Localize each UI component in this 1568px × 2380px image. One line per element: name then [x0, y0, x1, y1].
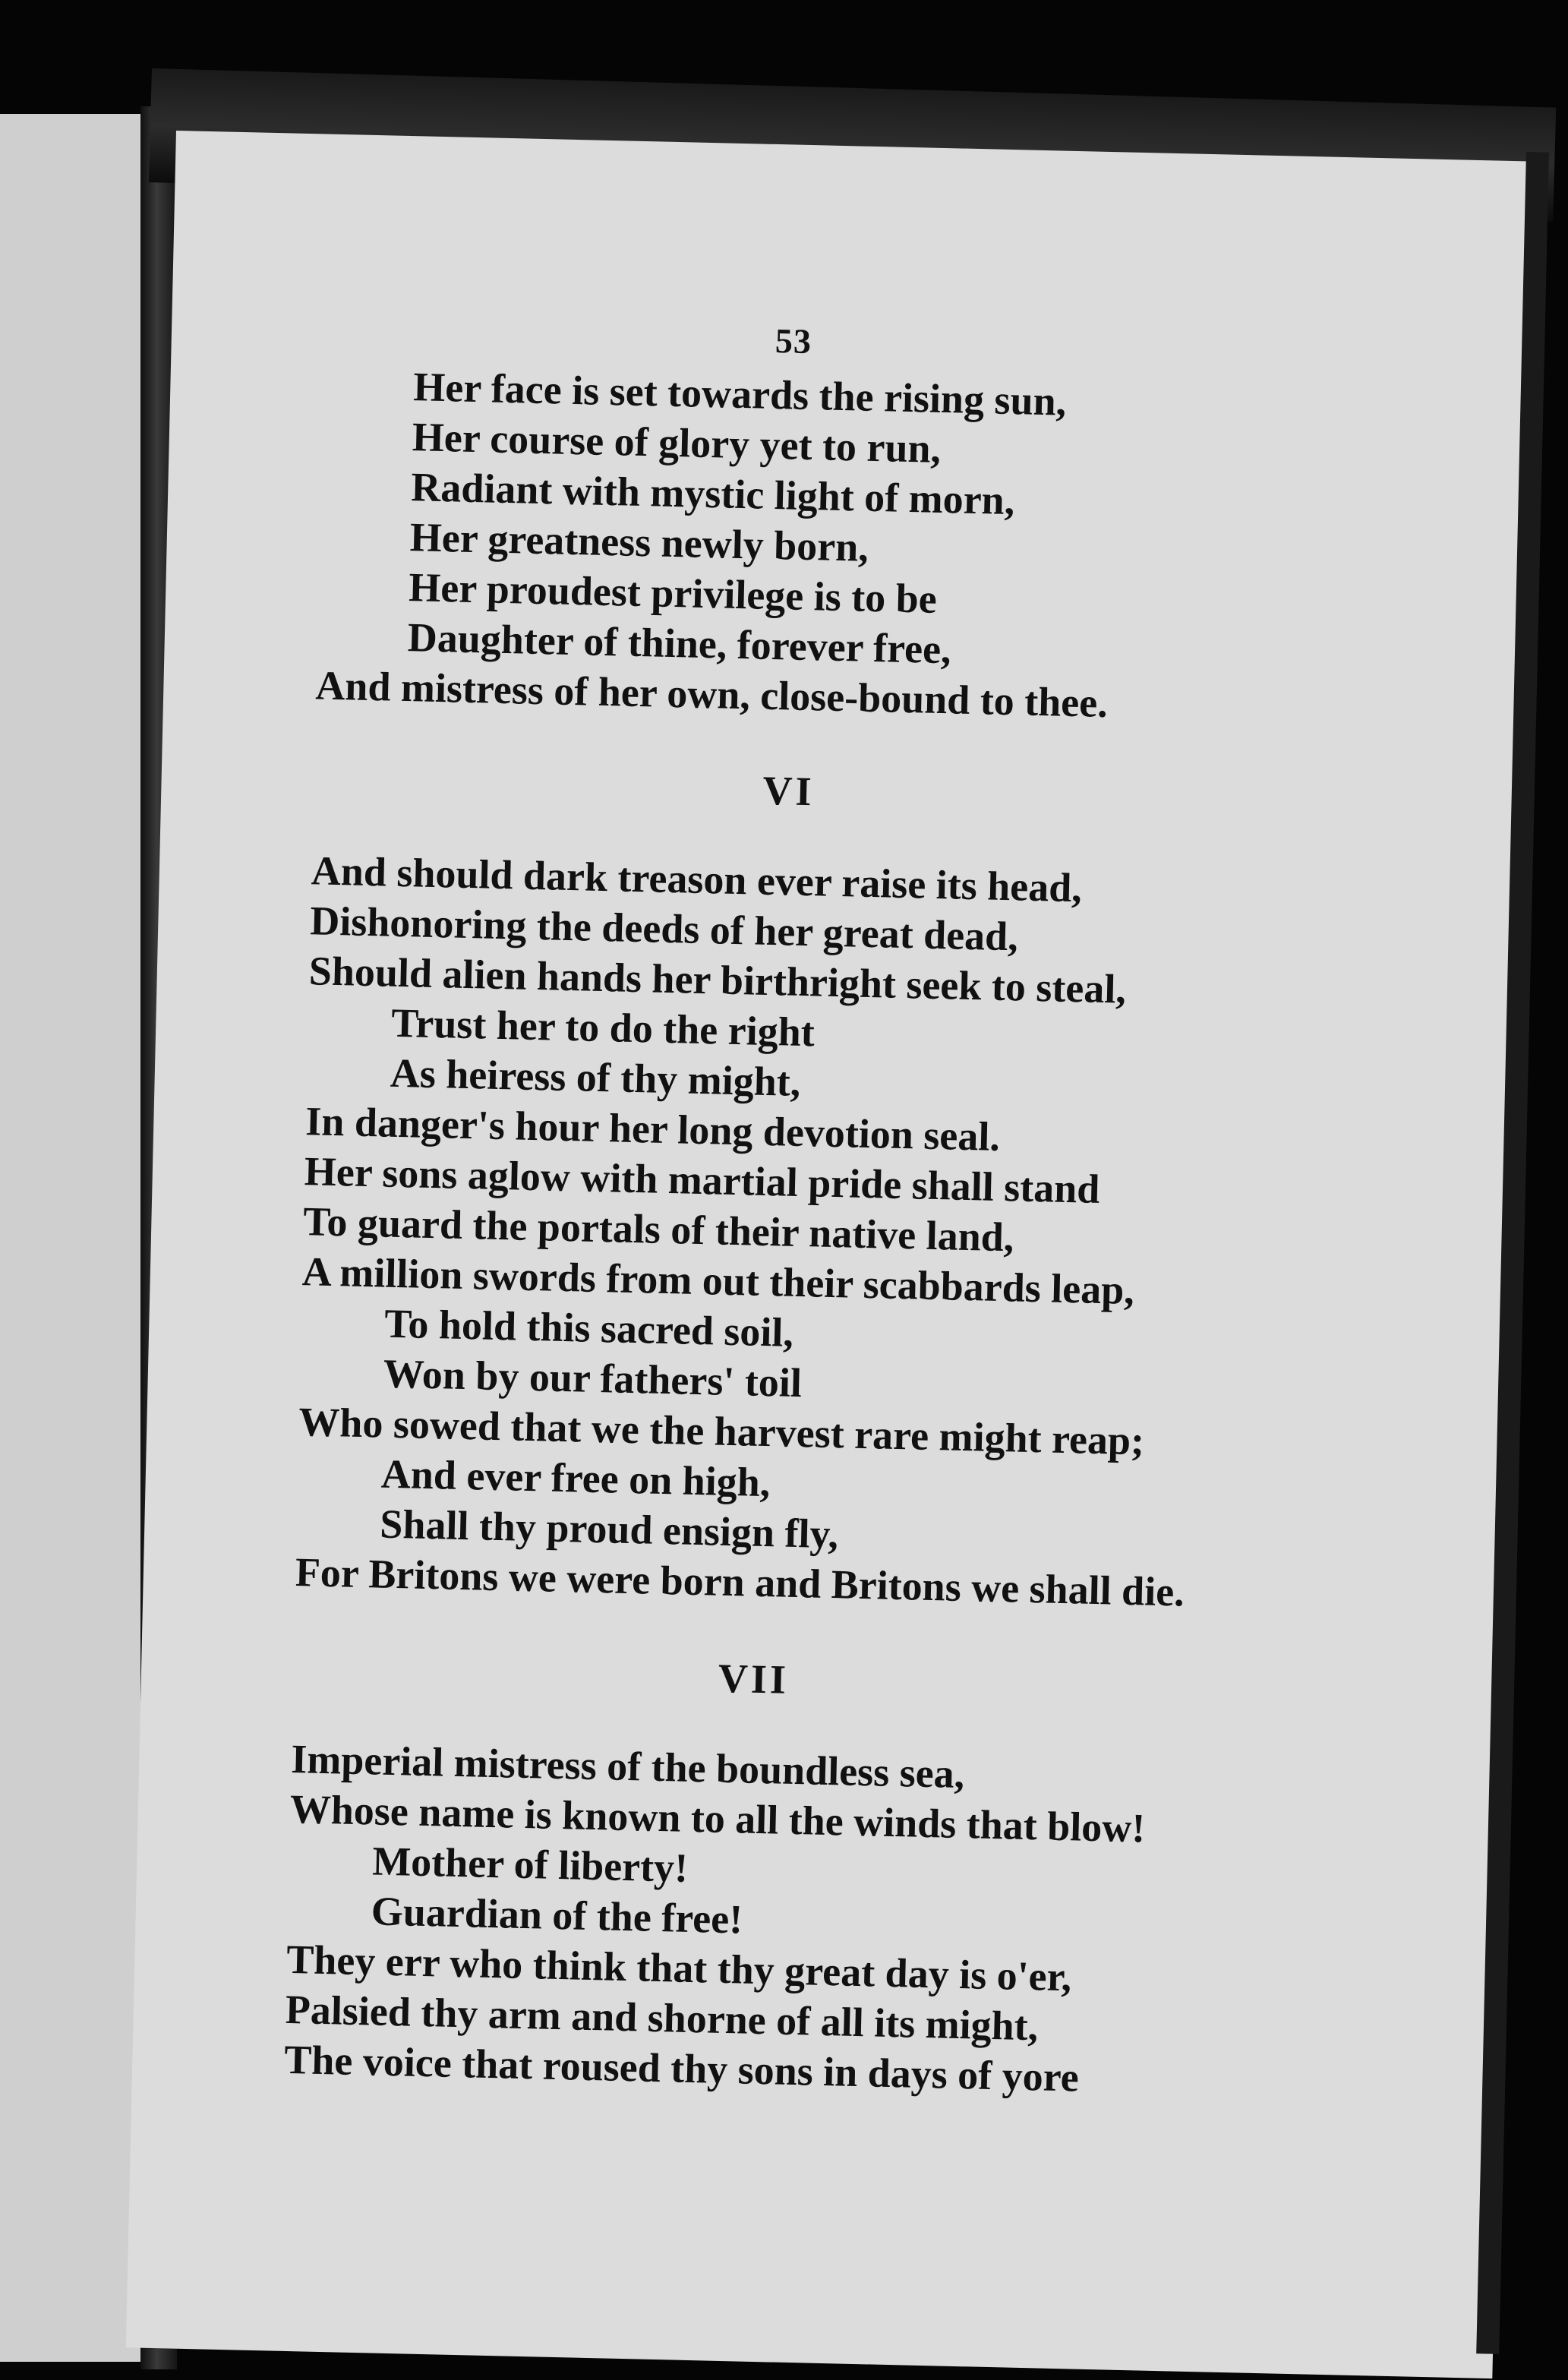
left-page-edge	[0, 114, 140, 2362]
poem-line: And should dark treason ever raise its head,	[311, 848, 1083, 911]
poem-line: Who sowed that we the harvest rare might reap;	[298, 1399, 1145, 1464]
poem-line: To guard the portals of their native land,	[302, 1198, 1014, 1261]
poem-line: Her face is set towards the rising sun,	[412, 364, 1067, 425]
section-heading-vii: VII	[718, 1655, 790, 1703]
poem-line: Her course of glory yet to run,	[412, 414, 942, 472]
poem-line: As heiress of thy might,	[390, 1050, 801, 1105]
poem-line: Whose name is known to all the winds that blow!	[289, 1785, 1146, 1851]
poem-line: Mother of liberty!	[371, 1838, 689, 1891]
page-number: 53	[775, 320, 812, 361]
section-heading-vi: VI	[762, 767, 816, 815]
poem-line: They err who think that thy great day is o'er,	[286, 1936, 1072, 2000]
poem-line: Palsied thy arm and shorne of all its might,	[285, 1986, 1039, 2050]
poem-line: Won by our fathers' toil	[383, 1350, 803, 1406]
poem-line: And mistress of her own, close-bound to thee.	[314, 662, 1109, 727]
poem-line: The voice that roused thy sons in days of yore	[283, 2036, 1080, 2101]
poem-line: Trust her to do the right	[390, 999, 816, 1056]
poem-line: And ever free on high,	[380, 1450, 771, 1506]
poem-line: To hold this sacred soil,	[383, 1300, 794, 1356]
poem-line: A million swords from out their scabbards leap,	[301, 1248, 1135, 1314]
poem-line: Radiant with mystic light of morn,	[410, 464, 1015, 524]
book-page	[126, 131, 1543, 2378]
poem-line: In danger's hour her long devotion seal.	[304, 1098, 1001, 1160]
poem-line: Her greatness newly born,	[409, 514, 869, 570]
poem-line: Her sons aglow with martial pride shall stand	[304, 1148, 1100, 1212]
poem-line: Daughter of thine, forever free,	[407, 614, 952, 673]
poem-line: Her proudest privilege is to be	[408, 564, 938, 622]
page-text	[126, 131, 1543, 2378]
poem-line: Imperial mistress of the boundless sea,	[290, 1735, 965, 1798]
poem-line: For Britons we were born and Britons we shall die.	[295, 1549, 1185, 1615]
poem-line: Shall thy proud ensign fly,	[379, 1501, 839, 1558]
poem-line: Should alien hands her birthright seek to steal,	[308, 948, 1127, 1012]
poem-line: Dishonoring the deeds of her great dead,	[309, 898, 1019, 960]
poem-line: Guardian of the free!	[371, 1888, 743, 1943]
